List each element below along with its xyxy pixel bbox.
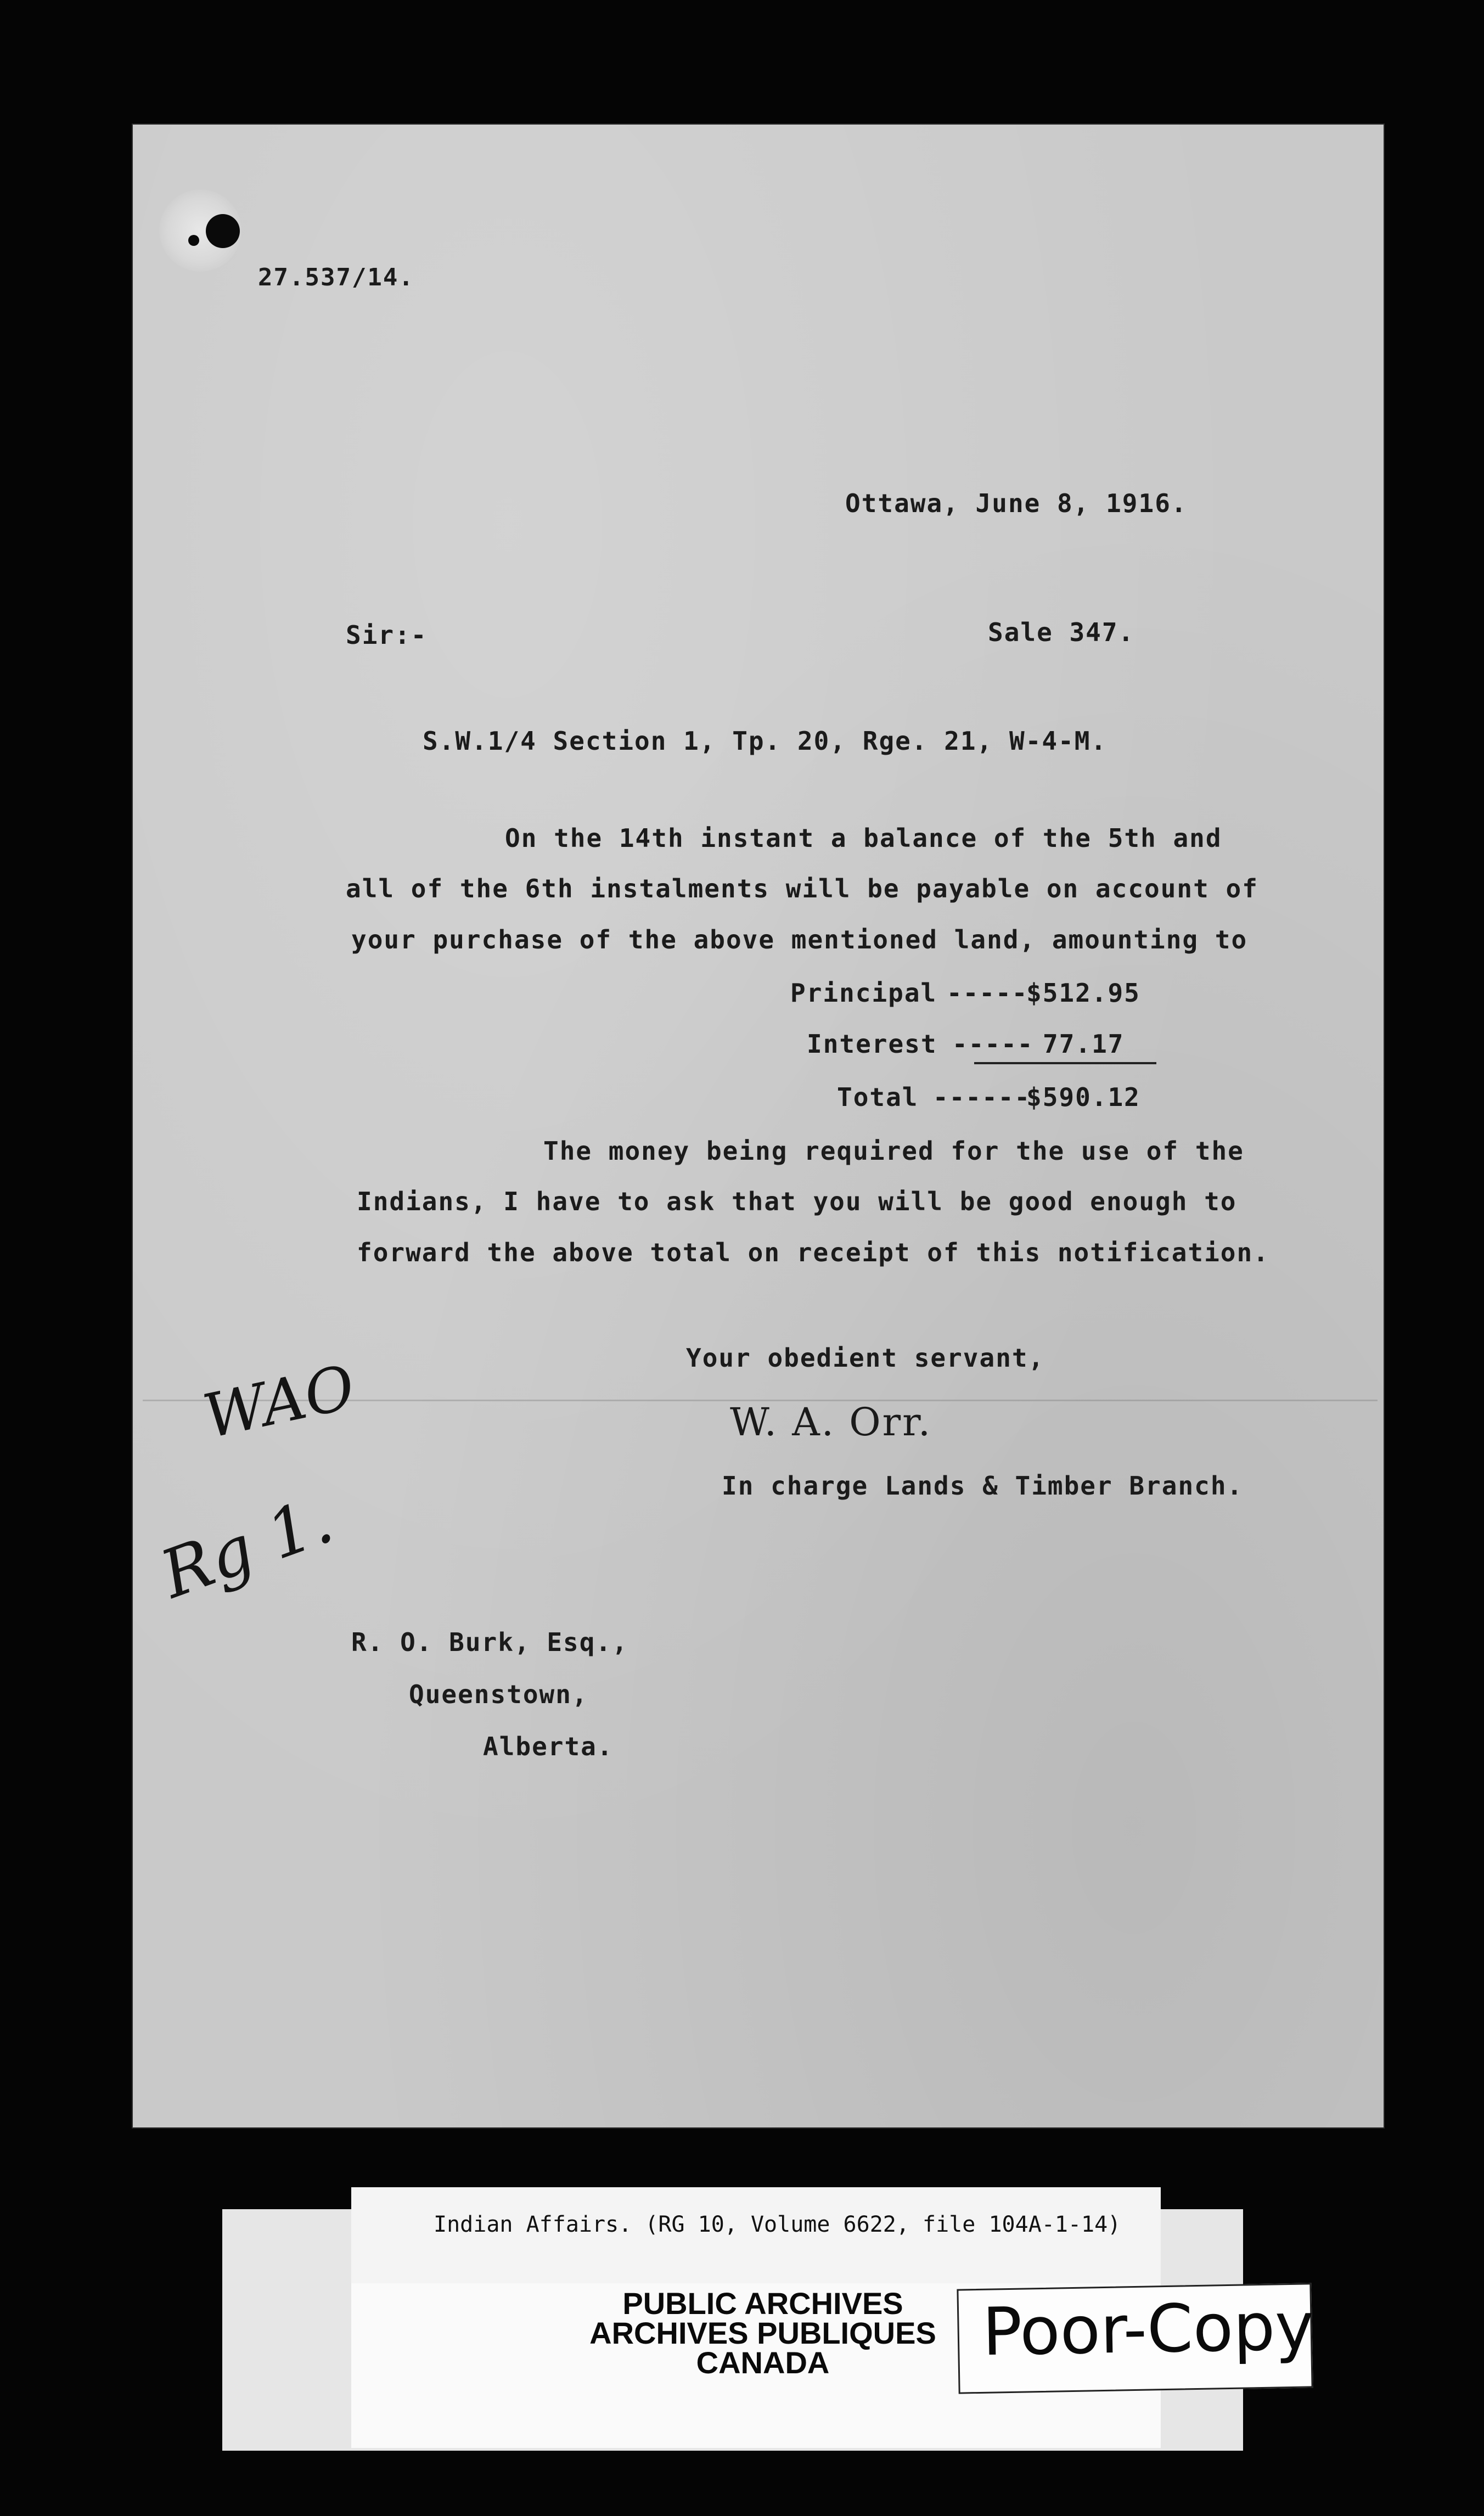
sum-underline	[974, 1062, 1156, 1064]
closing: Your obedient servant,	[686, 1343, 1045, 1373]
paragraph-2-line-1: The money being required for the use of the	[543, 1136, 1244, 1166]
amount-total-label: Total	[837, 1082, 919, 1112]
handwritten-initials: WAO	[197, 1351, 361, 1452]
paragraph-1-line-2: all of the 6th instalments will be payable on account of	[346, 874, 1258, 903]
poor-copy-text: Poor-Copy	[981, 2288, 1315, 2371]
amount-principal-dashes: -----	[947, 978, 1028, 1008]
address-line-1: R. O. Burk, Esq.,	[351, 1627, 628, 1657]
institution-line-2: ARCHIVES PUBLIQUES	[589, 2316, 936, 2350]
letter-date: Ottawa, June 8, 1916.	[845, 488, 1188, 518]
amount-interest-dashes: -----	[952, 1029, 1034, 1059]
paragraph-1-line-3: your purchase of the above mentioned land, amounting to	[351, 925, 1248, 954]
amount-interest-value: 77.17	[1043, 1029, 1125, 1059]
letter-page	[132, 123, 1385, 2129]
amount-principal-value: $512.95	[1026, 978, 1140, 1008]
amount-interest-label: Interest	[807, 1029, 937, 1059]
amount-principal-label: Principal	[790, 978, 937, 1008]
paragraph-2-line-2: Indians, I have to ask that you will be good enough to	[357, 1187, 1237, 1216]
institution-line-3: CANADA	[696, 2345, 830, 2380]
signer-title: In charge Lands & Timber Branch.	[722, 1471, 1244, 1501]
paragraph-1-line-1: On the 14th instant a balance of the 5th and	[505, 823, 1222, 853]
paragraph-2-line-3: forward the above total on receipt of this notification.	[357, 1238, 1269, 1267]
address-line-3: Alberta.	[483, 1732, 614, 1761]
amount-total-value: $590.12	[1026, 1082, 1140, 1112]
archive-institution	[565, 2286, 960, 2380]
salutation: Sir:-	[346, 620, 428, 650]
handwritten-note: Rg 1.	[151, 1481, 342, 1614]
amount-total-dashes: ------	[933, 1082, 1031, 1112]
signature: W. A. Orr.	[730, 1400, 932, 1445]
archive-reference: Indian Affairs. (RG 10, Volume 6622, file 104A-1-14)	[434, 2212, 1121, 2237]
sale-number: Sale 347.	[988, 617, 1135, 647]
institution-line-1: PUBLIC ARCHIVES	[622, 2286, 903, 2321]
address-line-2: Queenstown,	[409, 1680, 588, 1709]
ink-spot	[188, 235, 199, 246]
punch-hole	[206, 214, 240, 248]
land-description: S.W.1/4 Section 1, Tp. 20, Rge. 21, W-4-M.	[423, 726, 1108, 756]
file-number: 27.537/14.	[258, 263, 414, 291]
